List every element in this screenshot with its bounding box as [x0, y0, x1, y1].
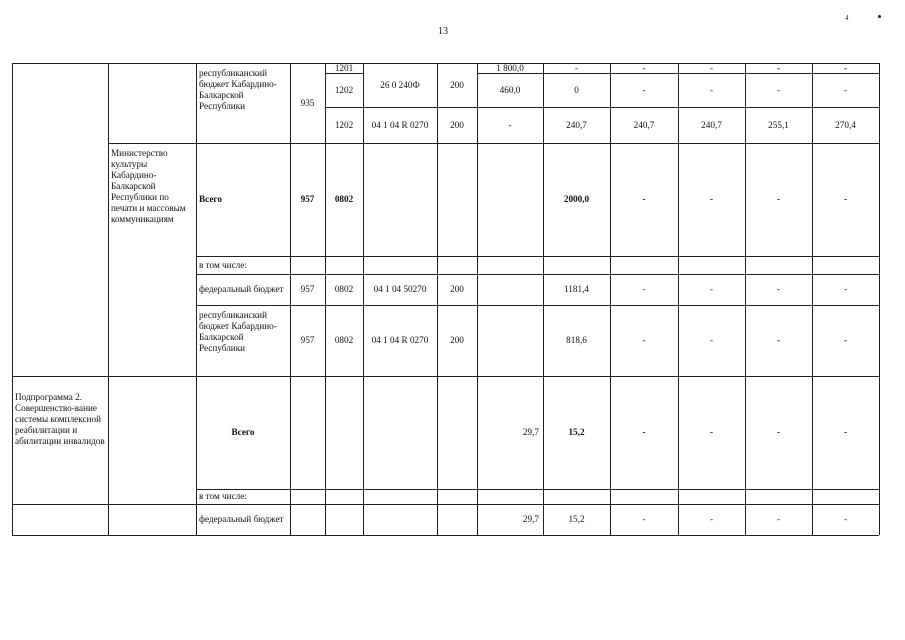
year4-value: - — [709, 84, 714, 95]
year4-value: - — [709, 284, 714, 294]
year4-value: 240,7 — [701, 119, 722, 130]
total-label: Всего — [199, 194, 222, 204]
year5-value: 255,1 — [768, 119, 789, 130]
year2-value: 15,2 — [568, 427, 585, 437]
year3-value: - — [642, 62, 646, 73]
year1-value: 1 800,0 — [496, 62, 524, 73]
year1-value: 460,0 — [499, 84, 521, 95]
kbk-code: 1202 — [334, 119, 354, 130]
year5-value: - — [776, 427, 781, 437]
year4-value: - — [709, 427, 714, 437]
year4-value: - — [709, 62, 714, 73]
year6-value: - — [843, 335, 848, 345]
year6-value: - — [843, 284, 848, 294]
year3-value: - — [642, 514, 646, 524]
kbk-code: 0802 — [334, 194, 354, 204]
year6-value: - — [843, 514, 848, 524]
year3-value: - — [642, 335, 646, 345]
budget-label: республиканский бюджет Кабардино-Балкарской Республики — [199, 68, 277, 111]
year2-value: 0 — [574, 84, 579, 95]
year5-value: - — [776, 194, 781, 204]
year3-value: - — [642, 84, 646, 95]
year6-value: 270,4 — [835, 119, 856, 130]
year5-value: - — [776, 514, 781, 524]
subprogram-name: Подпрограмма 2. Совершенство-вание системы комплексной реабилитации и абилитации инвалидов — [15, 392, 105, 446]
target-code: 04 1 04 50270 — [373, 284, 427, 294]
including-label: в том числе: — [199, 259, 247, 270]
kbk-code: 0802 — [334, 284, 354, 294]
grbs-code: 957 — [300, 194, 315, 204]
year3-value: - — [642, 194, 646, 204]
year1-value: 29,7 — [522, 427, 539, 437]
year6-value: - — [843, 84, 848, 95]
budget-label: федеральный бюджет — [199, 284, 284, 294]
expense-type: 200 — [450, 335, 464, 345]
including-label: в том числе: — [199, 491, 247, 501]
year2-value: 818,6 — [566, 335, 587, 345]
year6-value: - — [843, 427, 848, 437]
year5-value: - — [776, 62, 781, 73]
total-label: Всего — [231, 427, 255, 437]
year1-value: - — [508, 119, 512, 130]
year2-value: 1181,4 — [564, 284, 589, 294]
grbs-code: 957 — [300, 284, 315, 294]
year3-value: - — [642, 284, 646, 294]
year6-value: - — [843, 194, 848, 204]
year3-value: - — [642, 427, 646, 437]
budget-label: федеральный бюджет — [199, 514, 284, 524]
year2-value: - — [574, 62, 579, 73]
expense-type: 200 — [450, 79, 464, 90]
corner-dot — [878, 15, 881, 18]
expense-type: 200 — [450, 284, 464, 294]
year4-value: - — [709, 194, 714, 204]
year5-value: - — [776, 284, 781, 294]
target-code: 04 1 04 R 0270 — [371, 119, 429, 130]
year2-value: 15,2 — [568, 514, 585, 524]
grbs-code: 957 — [300, 335, 315, 345]
year3-value: 240,7 — [633, 119, 655, 130]
year2-value: 2000,0 — [563, 194, 590, 204]
year4-value: - — [709, 335, 714, 345]
corner-mark: 4 — [845, 14, 849, 22]
year6-value: - — [843, 62, 848, 73]
year5-value: - — [776, 335, 781, 345]
kbk-code: 1202 — [334, 84, 354, 95]
page-number: 13 — [438, 26, 448, 37]
grbs-code: 935 — [300, 97, 315, 108]
budget-label: республиканский бюджет Кабардино-Балкарской Республики — [199, 310, 277, 353]
year2-value: 240,7 — [566, 119, 587, 130]
year1-value: 29,7 — [522, 514, 539, 524]
kbk-code: 0802 — [334, 335, 354, 345]
executor-name: Министерство культуры Кабардино-Балкарской Республики по печати и массовым коммуникациям — [111, 148, 186, 224]
year5-value: - — [776, 84, 781, 95]
year4-value: - — [709, 514, 714, 524]
expense-type: 200 — [450, 119, 464, 130]
target-code: 04 1 04 R 0270 — [371, 335, 429, 345]
kbk-code: 1201 — [334, 62, 354, 73]
target-code: 26 0 240Ф — [380, 79, 420, 90]
